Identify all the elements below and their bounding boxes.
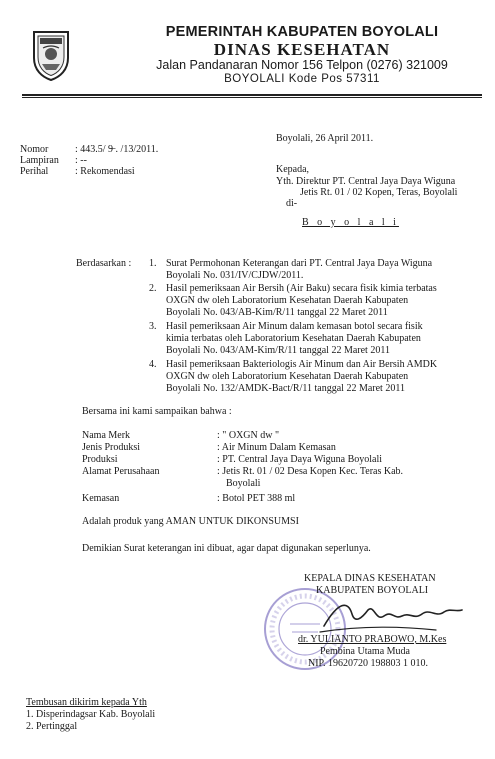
intro-text: Bersama ini kami sampaikan bahwa : bbox=[82, 406, 232, 417]
nomor-label: Nomor bbox=[20, 144, 49, 155]
berdasarkan-item-line: OXGN dw oleh Laboratorium Kesehatan Daerah Kabupaten bbox=[166, 295, 409, 306]
letterhead-city: BOYOLALI Kode Pos 57311 bbox=[224, 73, 380, 85]
regency-coat-of-arms-icon bbox=[30, 28, 72, 82]
berdasarkan-item-line: kimia terbatas oleh Laboratorium Kesehatan Daerah Kabupaten bbox=[166, 333, 421, 344]
product-value: : Botol PET 388 ml bbox=[217, 493, 296, 504]
product-value: : Air Minum Dalam Kemasan bbox=[217, 442, 336, 453]
letterhead-divider-thin bbox=[22, 97, 482, 98]
letterhead-address: Jalan Pandanaran Nomor 156 Telpon (0276) 321009 bbox=[156, 58, 448, 72]
berdasarkan-item-number: 3. bbox=[149, 321, 157, 332]
kepada-label: Kepada, bbox=[276, 164, 310, 175]
berdasarkan-item-line: Boyolali No. 043/AB-Kim/R/11 tanggal 22 Maret 2011 bbox=[166, 307, 388, 318]
recipient-line-1: Yth. Direktur PT. Central Jaya Daya Wiguna bbox=[276, 176, 456, 187]
recipient-line-2: Jetis Rt. 01 / 02 Kopen, Teras, Boyolali bbox=[300, 187, 458, 198]
berdasarkan-item-line: Boyolali No. 043/AM-Kim/R/11 tanggal 22 Maret 2011 bbox=[166, 345, 390, 356]
closing-statement: Demikian Surat keterangan ini dibuat, agar dapat digunakan seperlunya. bbox=[82, 543, 371, 554]
lampiran-label: Lampiran bbox=[20, 155, 59, 166]
product-value: : PT. Central Jaya Daya Wiguna Boyolali bbox=[217, 454, 383, 465]
berdasarkan-item-number: 4. bbox=[149, 359, 157, 370]
recipient-di: di- bbox=[286, 198, 298, 209]
signatory-rank: Pembina Utama Muda bbox=[320, 646, 410, 657]
product-value: : Jetis Rt. 01 / 02 Desa Kopen Kec. Teras Kab. bbox=[217, 466, 404, 477]
product-label: Jenis Produksi bbox=[82, 442, 141, 453]
signatory-title: KEPALA DINAS KESEHATAN bbox=[304, 573, 436, 584]
berdasarkan-item-line: Hasil pemeriksaan Air Bersih (Air Baku) secara fisik kimia terbatas bbox=[166, 283, 437, 294]
product-value: Boyolali bbox=[226, 478, 261, 489]
product-label: Alamat Perusahaan bbox=[82, 466, 160, 477]
letterhead-agency: DINAS KESEHATAN bbox=[213, 40, 391, 59]
berdasarkan-item-line: Boyolali No. 031/IV/CJDW/2011. bbox=[166, 270, 304, 281]
berdasarkan-item-line: OXGN dw oleh Laboratorium Kesehatan Daerah Kabupaten bbox=[166, 371, 409, 382]
recipient-city: B o y o l a l i bbox=[302, 217, 399, 228]
tembusan-heading: Tembusan dikirim kepada Yth bbox=[26, 697, 147, 708]
berdasarkan-item-line: Hasil pemeriksaan Bakteriologis Air Minum dan Air Bersih AMDK bbox=[166, 359, 438, 370]
perihal-value: : Rekomendasi bbox=[75, 166, 135, 177]
tembusan-item: 2. Pertinggal bbox=[26, 721, 78, 732]
tembusan-item: 1. Disperindagsar Kab. Boyolali bbox=[26, 709, 156, 720]
signatory-nip: NIP. 19620720 198803 1 010. bbox=[308, 658, 429, 669]
lampiran-value: : -- bbox=[75, 155, 87, 166]
product-label: Kemasan bbox=[82, 493, 120, 504]
letter-date: Boyolali, 26 April 2011. bbox=[276, 133, 374, 144]
letterhead-divider bbox=[22, 94, 482, 96]
product-label: Nama Merk bbox=[82, 430, 131, 441]
berdasarkan-item-line: Boyolali No. 132/AMDK-Bact/R/11 tanggal 22 Maret 2011 bbox=[166, 383, 405, 394]
signatory-region: KABUPATEN BOYOLALI bbox=[316, 585, 429, 596]
berdasarkan-item-line: Hasil pemeriksaan Air Minum dalam kemasan botol secara fisik bbox=[166, 321, 423, 332]
product-label: Produksi bbox=[82, 454, 118, 465]
perihal-label: Perihal bbox=[20, 166, 49, 177]
product-value: : " OXGN dw " bbox=[217, 430, 280, 441]
berdasarkan-item-number: 2. bbox=[149, 283, 157, 294]
berdasarkan-label: Berdasarkan : bbox=[76, 258, 132, 269]
berdasarkan-item-number: 1. bbox=[149, 258, 157, 269]
signatory-name: dr. YULIANTO PRABOWO, M.Kes bbox=[298, 634, 447, 645]
berdasarkan-item-line: Surat Permohonan Keterangan dari PT. Central Jaya Daya Wiguna bbox=[166, 258, 433, 269]
safe-statement: Adalah produk yang AMAN UNTUK DIKONSUMSI bbox=[82, 516, 299, 527]
letterhead-government: PEMERINTAH KABUPATEN BOYOLALI bbox=[165, 24, 439, 40]
nomor-value: : 443.5/ 9̶ . /13/2011. bbox=[75, 144, 159, 155]
